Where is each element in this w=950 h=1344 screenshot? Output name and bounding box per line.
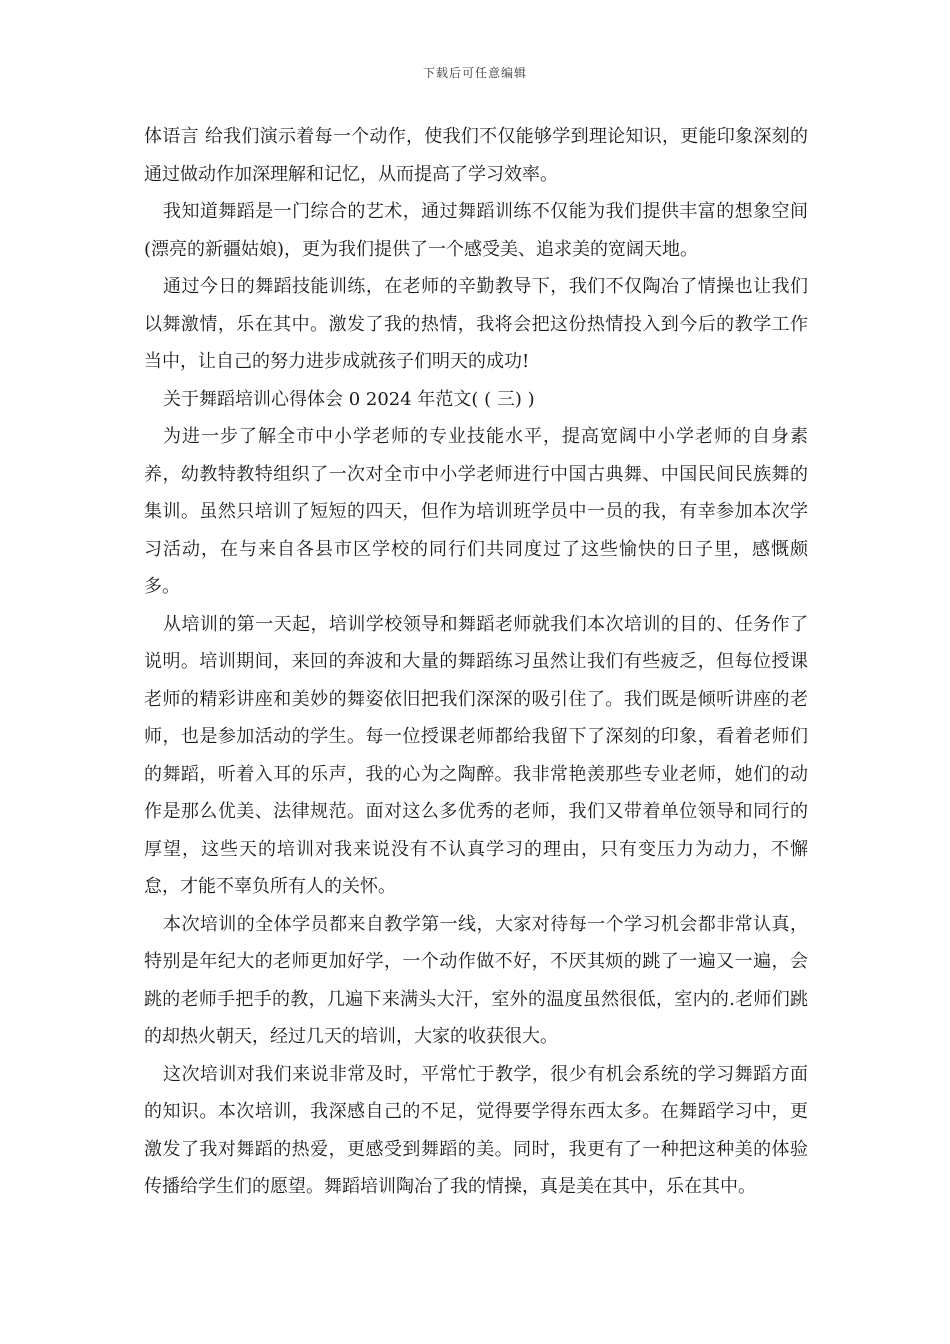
page-header: 下载后可任意编辑 <box>422 66 527 80</box>
document-body <box>144 118 808 1206</box>
paragraph-7: 这次培训对我们来说非常及时，平常忙于教学，很少有机会系统的学习舞蹈方面的知识。本次培训，我深感自己的不足，觉得要学得东西太多。在舞蹈学习中，更激发了我对舞蹈的热爱，更感受到舞蹈的美。同时，我更有了一种把这种美的体验传播给学生们的愿望。舞蹈培训陶冶了我的情操，真是美在其中，乐在其中。 <box>144 1063 808 1197</box>
paragraph-6: 本次培训的全体学员都来自教学第一线，大家对待每一个学习机会都非常认真，特别是年纪大的老师更加好学，一个动作做不好，不厌其烦的跳了一遍又一遍，会跳的老师手把手的教，几遍下来满头大汗，室外的温度虽然很低，室内的.老师们跳的却热火朝天，经过几天的培训，大家的收获很大。 <box>144 913 808 1047</box>
section-heading: 关于舞蹈培训心得体会 0 2024 年范文( ( 三) ) <box>163 388 535 410</box>
paragraph-3: 通过今日的舞蹈技能训练，在老师的辛勤教导下，我们不仅陶冶了情操也让我们以舞激情，乐在其中。激发了我的热情，我将会把这份热情投入到今后的教学工作当中，让自己的努力进步成就孩子们明天的成功! <box>144 276 808 372</box>
paragraph-2: 我知道舞蹈是一门综合的艺术，通过舞蹈训练不仅能为我们提供丰富的想象空间(漂亮的新疆姑娘)，更为我们提供了一个感受美、追求美的宽阔天地。 <box>144 201 808 260</box>
paragraph-1: 体语言 给我们演示着每一个动作，使我们不仅能够学到理论知识，更能印象深刻的通过做动作加深理解和记忆，从而提高了学习效率。 <box>144 126 808 185</box>
paragraph-5: 从培训的第一天起，培训学校领导和舞蹈老师就我们本次培训的目的、任务作了说明。培训期间，来回的奔波和大量的舞蹈练习虽然让我们有些疲乏，但每位授课老师的精彩讲座和美妙的舞姿依旧把我们深深的吸引住了。我们既是倾听讲座的老师，也是参加活动的学生。每一位授课老师都给我留下了深刻的印象，看着老师们的舞蹈，听着入耳的乐声，我的心为之陶醉。我非常艳羡那些专业老师，她们的动作是那么优美、法律规范。面对这么多优秀的老师，我们又带着单位领导和同行的厚望，这些天的培训对我来说没有不认真学习的理由，只有变压力为动力，不懈怠，才能不辜负所有人的关怀。 <box>144 613 808 897</box>
paragraph-4: 为进一步了解全市中小学老师的专业技能水平，提高宽阔中小学老师的自身素养，幼教特教特组织了一次对全市中小学老师进行中国古典舞、中国民间民族舞的集训。虽然只培训了短短的四天，但作为培训班学员中一员的我，有幸参加本次学习活动，在与来自各县市区学校的同行们共同度过了这些愉快的日子里，感慨颇多。 <box>144 426 808 597</box>
